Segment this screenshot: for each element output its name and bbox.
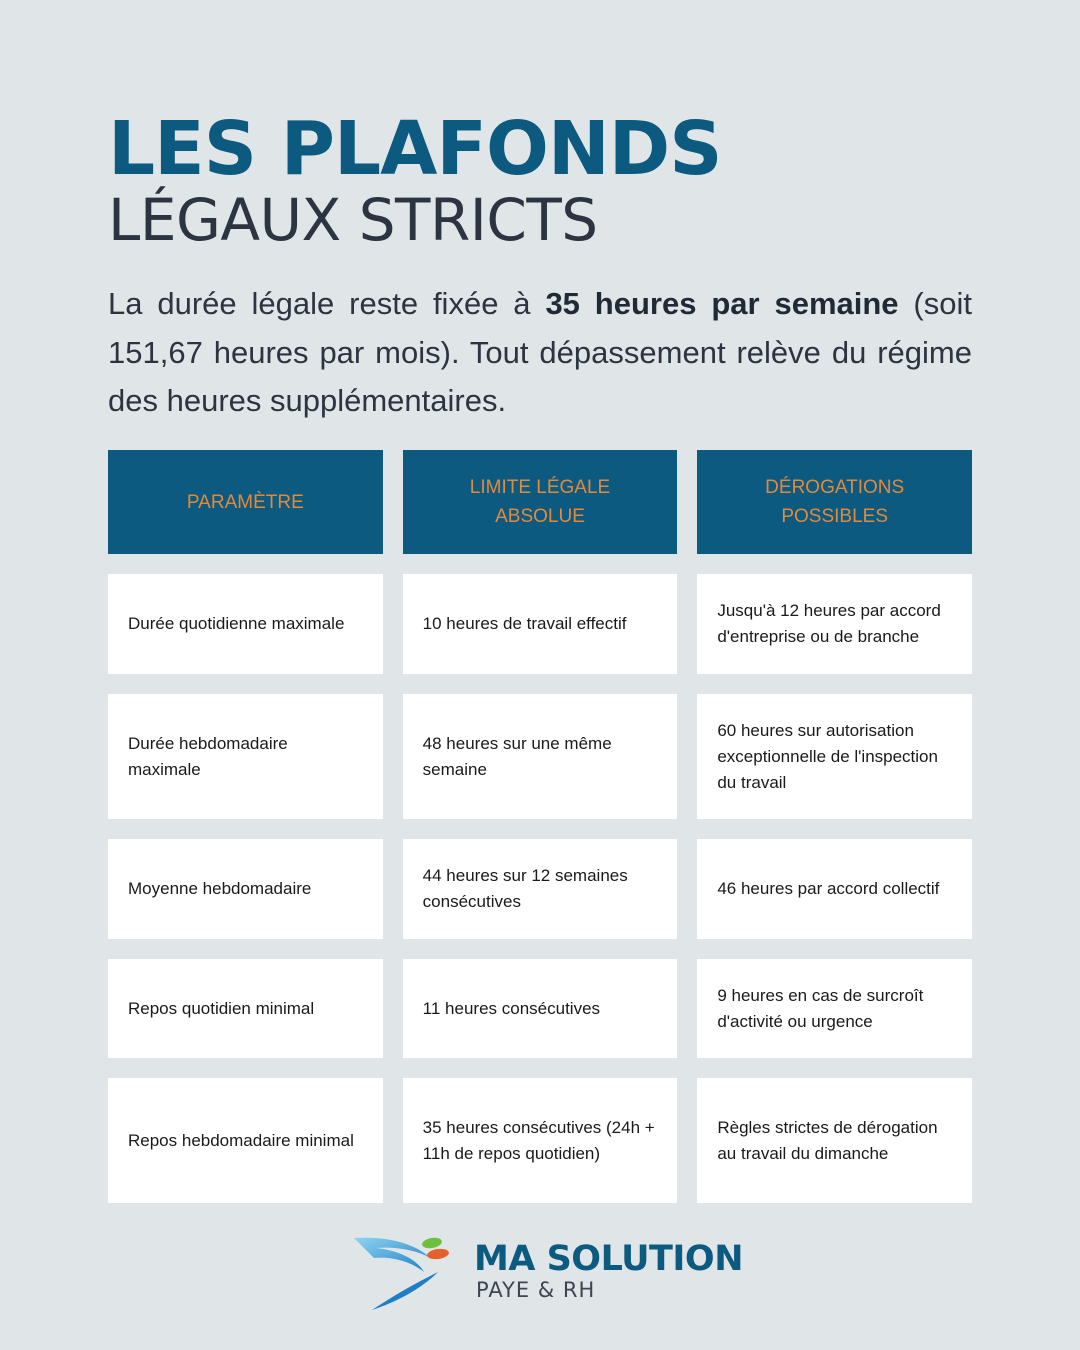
table-cell: 10 heures de travail effectif bbox=[403, 574, 678, 674]
table-cell: 46 heures par accord collectif bbox=[697, 839, 972, 939]
intro-text-start: La durée légale reste fixée à bbox=[108, 286, 546, 321]
table-cell: 35 heures consécutives (24h + 11h de repos quotidien) bbox=[403, 1078, 678, 1203]
intro-text-end: (soit 151,67 heures par mois). Tout dépassement relève du régime des heures supplémentaires. bbox=[108, 286, 972, 418]
table-row bbox=[108, 1078, 972, 1203]
limits-table bbox=[108, 450, 972, 1223]
brand-logo bbox=[352, 1232, 743, 1312]
table-cell: Moyenne hebdomadaire bbox=[108, 839, 383, 939]
table-cell: 44 heures sur 12 semaines consécutives bbox=[403, 839, 678, 939]
table-row bbox=[108, 574, 972, 674]
page-subtitle: LÉGAUX STRICTS bbox=[108, 186, 598, 254]
table-cell: 48 heures sur une même semaine bbox=[403, 694, 678, 819]
table-cell: 11 heures consécutives bbox=[403, 959, 678, 1058]
table-header-row bbox=[108, 450, 972, 554]
table-row bbox=[108, 959, 972, 1058]
table-cell: Repos hebdomadaire minimal bbox=[108, 1078, 383, 1203]
header-parametre: PARAMÈTRE bbox=[108, 450, 383, 554]
intro-highlight: 35 heures par semaine bbox=[545, 286, 899, 321]
table-cell: 9 heures en cas de surcroît d'activité ou urgence bbox=[697, 959, 972, 1058]
table-cell: Repos quotidien minimal bbox=[108, 959, 383, 1058]
table-cell: Jusqu'à 12 heures par accord d'entreprise ou de branche bbox=[697, 574, 972, 674]
table-row bbox=[108, 839, 972, 939]
intro-paragraph bbox=[108, 280, 972, 426]
table-row bbox=[108, 694, 972, 819]
table-cell: 60 heures sur autorisation exceptionnelle de l'inspection du travail bbox=[697, 694, 972, 819]
table-cell: Durée hebdomadaire maximale bbox=[108, 694, 383, 819]
logo-tagline: PAYE & RH bbox=[476, 1278, 596, 1302]
header-derogations: DÉROGATIONS POSSIBLES bbox=[697, 450, 972, 554]
header-limite-legale: LIMITE LÉGALE ABSOLUE bbox=[403, 450, 678, 554]
logo-name: MA SOLUTION bbox=[474, 1239, 743, 1279]
swoosh-logo-icon bbox=[352, 1232, 467, 1312]
table-cell: Durée quotidienne maximale bbox=[108, 574, 383, 674]
page-title: LES PLAFONDS bbox=[108, 106, 722, 192]
table-cell: Règles strictes de dérogation au travail du dimanche bbox=[697, 1078, 972, 1203]
